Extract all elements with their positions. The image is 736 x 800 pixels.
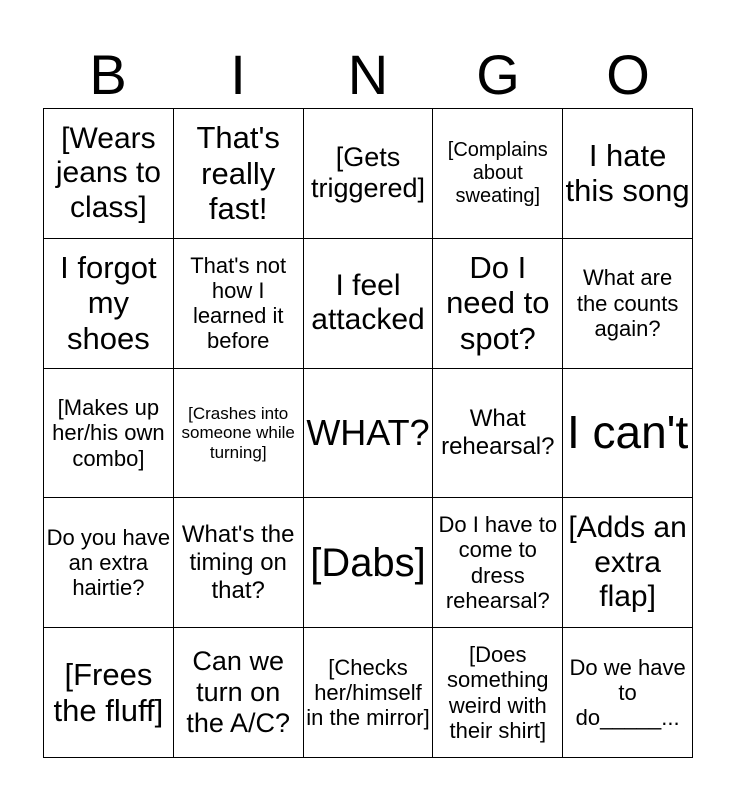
bingo-cell-r3-c2[interactable]: [Crashes into someone while turning] — [174, 369, 304, 499]
header-letter-o: O — [606, 43, 650, 106]
bingo-cell-r2-c1[interactable]: I forgot my shoes — [44, 239, 174, 369]
bingo-cell-r3-c5[interactable]: I can't — [563, 369, 693, 499]
bingo-cell-r3-c4[interactable]: What rehearsal? — [433, 369, 563, 499]
bingo-cell-r4-c3[interactable]: [Dabs] — [304, 498, 434, 628]
header-letter-g: G — [476, 43, 520, 106]
header-letter-b: B — [89, 43, 127, 106]
bingo-cell-r4-c1[interactable]: Do you have an extra hairtie? — [44, 498, 174, 628]
bingo-cell-r4-c5[interactable]: [Adds an extra flap] — [563, 498, 693, 628]
bingo-cell-r1-c1[interactable]: [Wears jeans to class] — [44, 109, 174, 239]
bingo-cell-r4-c2[interactable]: What's the timing on that? — [174, 498, 304, 628]
bingo-cell-r1-c5[interactable]: I hate this song — [563, 109, 693, 239]
bingo-cell-r5-c2[interactable]: Can we turn on the A/C? — [174, 628, 304, 758]
bingo-cell-r5-c5[interactable]: Do we have to do_____... — [563, 628, 693, 758]
bingo-cell-r2-c4[interactable]: Do I need to spot? — [433, 239, 563, 369]
bingo-cell-r1-c3[interactable]: [Gets triggered] — [304, 109, 434, 239]
bingo-header — [43, 42, 693, 108]
header-letter-i: I — [230, 43, 246, 106]
bingo-grid — [43, 108, 693, 758]
bingo-cell-r1-c4[interactable]: [Complains about sweating] — [433, 109, 563, 239]
bingo-cell-r2-c5[interactable]: What are the counts again? — [563, 239, 693, 369]
bingo-cell-r2-c2[interactable]: That's not how I learned it before — [174, 239, 304, 369]
bingo-cell-r5-c4[interactable]: [Does something weird with their shirt] — [433, 628, 563, 758]
bingo-cell-r2-c3[interactable]: I feel attacked — [304, 239, 434, 369]
bingo-cell-r5-c3[interactable]: [Checks her/himself in the mirror] — [304, 628, 434, 758]
bingo-cell-r5-c1[interactable]: [Frees the fluff] — [44, 628, 174, 758]
bingo-cell-r3-c1[interactable]: [Makes up her/his own combo] — [44, 369, 174, 499]
bingo-cell-r1-c2[interactable]: That's really fast! — [174, 109, 304, 239]
header-letter-n: N — [347, 43, 389, 106]
bingo-cell-r4-c4[interactable]: Do I have to come to dress rehearsal? — [433, 498, 563, 628]
bingo-cell-r3-c3[interactable]: WHAT? — [304, 369, 434, 499]
